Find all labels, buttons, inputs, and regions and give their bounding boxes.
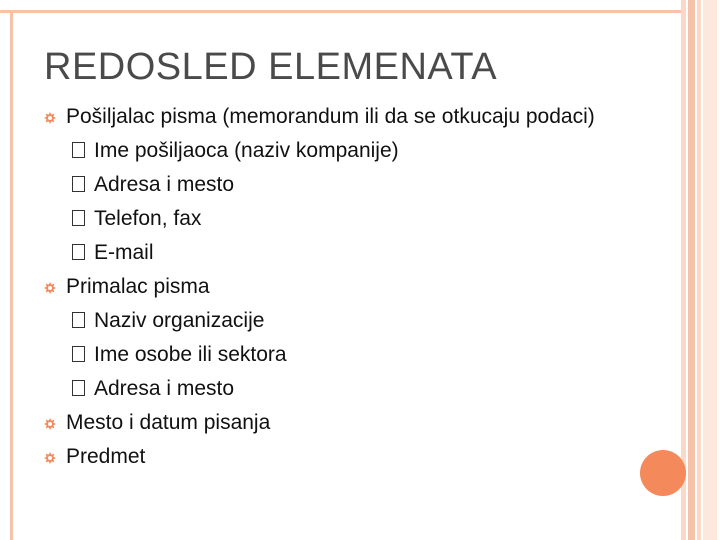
sub-list-item [44, 134, 644, 168]
sub-list-item-text: Ime osobe ili sektora [94, 343, 287, 366]
sub-list-item [44, 372, 644, 406]
sub-list-item [44, 338, 644, 372]
sub-list-item-text: Adresa i mesto [94, 377, 235, 400]
list-item-text: Predmet [66, 445, 146, 468]
list-item [44, 100, 644, 134]
sub-list-item-text: Adresa i mesto [94, 173, 235, 196]
frame-top-line [0, 10, 681, 13]
list-item-text: Pošiljalac pisma (memorandum ili da se otkucaju podaci) [66, 105, 595, 128]
frame-left-line [10, 10, 13, 540]
stripe [703, 0, 717, 540]
square-bullet-icon [72, 312, 85, 328]
square-bullet-icon [72, 142, 85, 158]
sub-list-item [44, 304, 644, 338]
square-bullet-icon [72, 244, 85, 260]
list-item-text: Primalac pisma [66, 275, 210, 298]
list-item [44, 270, 644, 304]
square-bullet-icon [72, 176, 85, 192]
sub-list-item [44, 236, 644, 270]
diamond-sun-icon [44, 452, 56, 464]
sub-list-item-text: Naziv organizacije [94, 309, 265, 332]
sub-list-item-text: E-mail [94, 241, 154, 264]
list-item [44, 440, 644, 474]
sub-list-item [44, 202, 644, 236]
square-bullet-icon [72, 380, 85, 396]
sub-list-item-text: Telefon, fax [94, 207, 202, 230]
sub-list-item [44, 168, 644, 202]
stripe [697, 0, 701, 540]
bullet-list [44, 100, 644, 474]
diamond-sun-icon [44, 112, 56, 124]
square-bullet-icon [72, 210, 85, 226]
accent-circle [640, 450, 686, 496]
decorative-stripes [681, 0, 720, 540]
stripe [688, 0, 695, 540]
diamond-sun-icon [44, 282, 56, 294]
list-item [44, 406, 644, 440]
list-item-text: Mesto i datum pisanja [66, 411, 271, 434]
slide-title: REDOSLED ELEMENATA [44, 46, 498, 88]
square-bullet-icon [72, 346, 85, 362]
sub-list-item-text: Ime pošiljaoca (naziv kompanije) [94, 139, 399, 162]
diamond-sun-icon [44, 418, 56, 430]
